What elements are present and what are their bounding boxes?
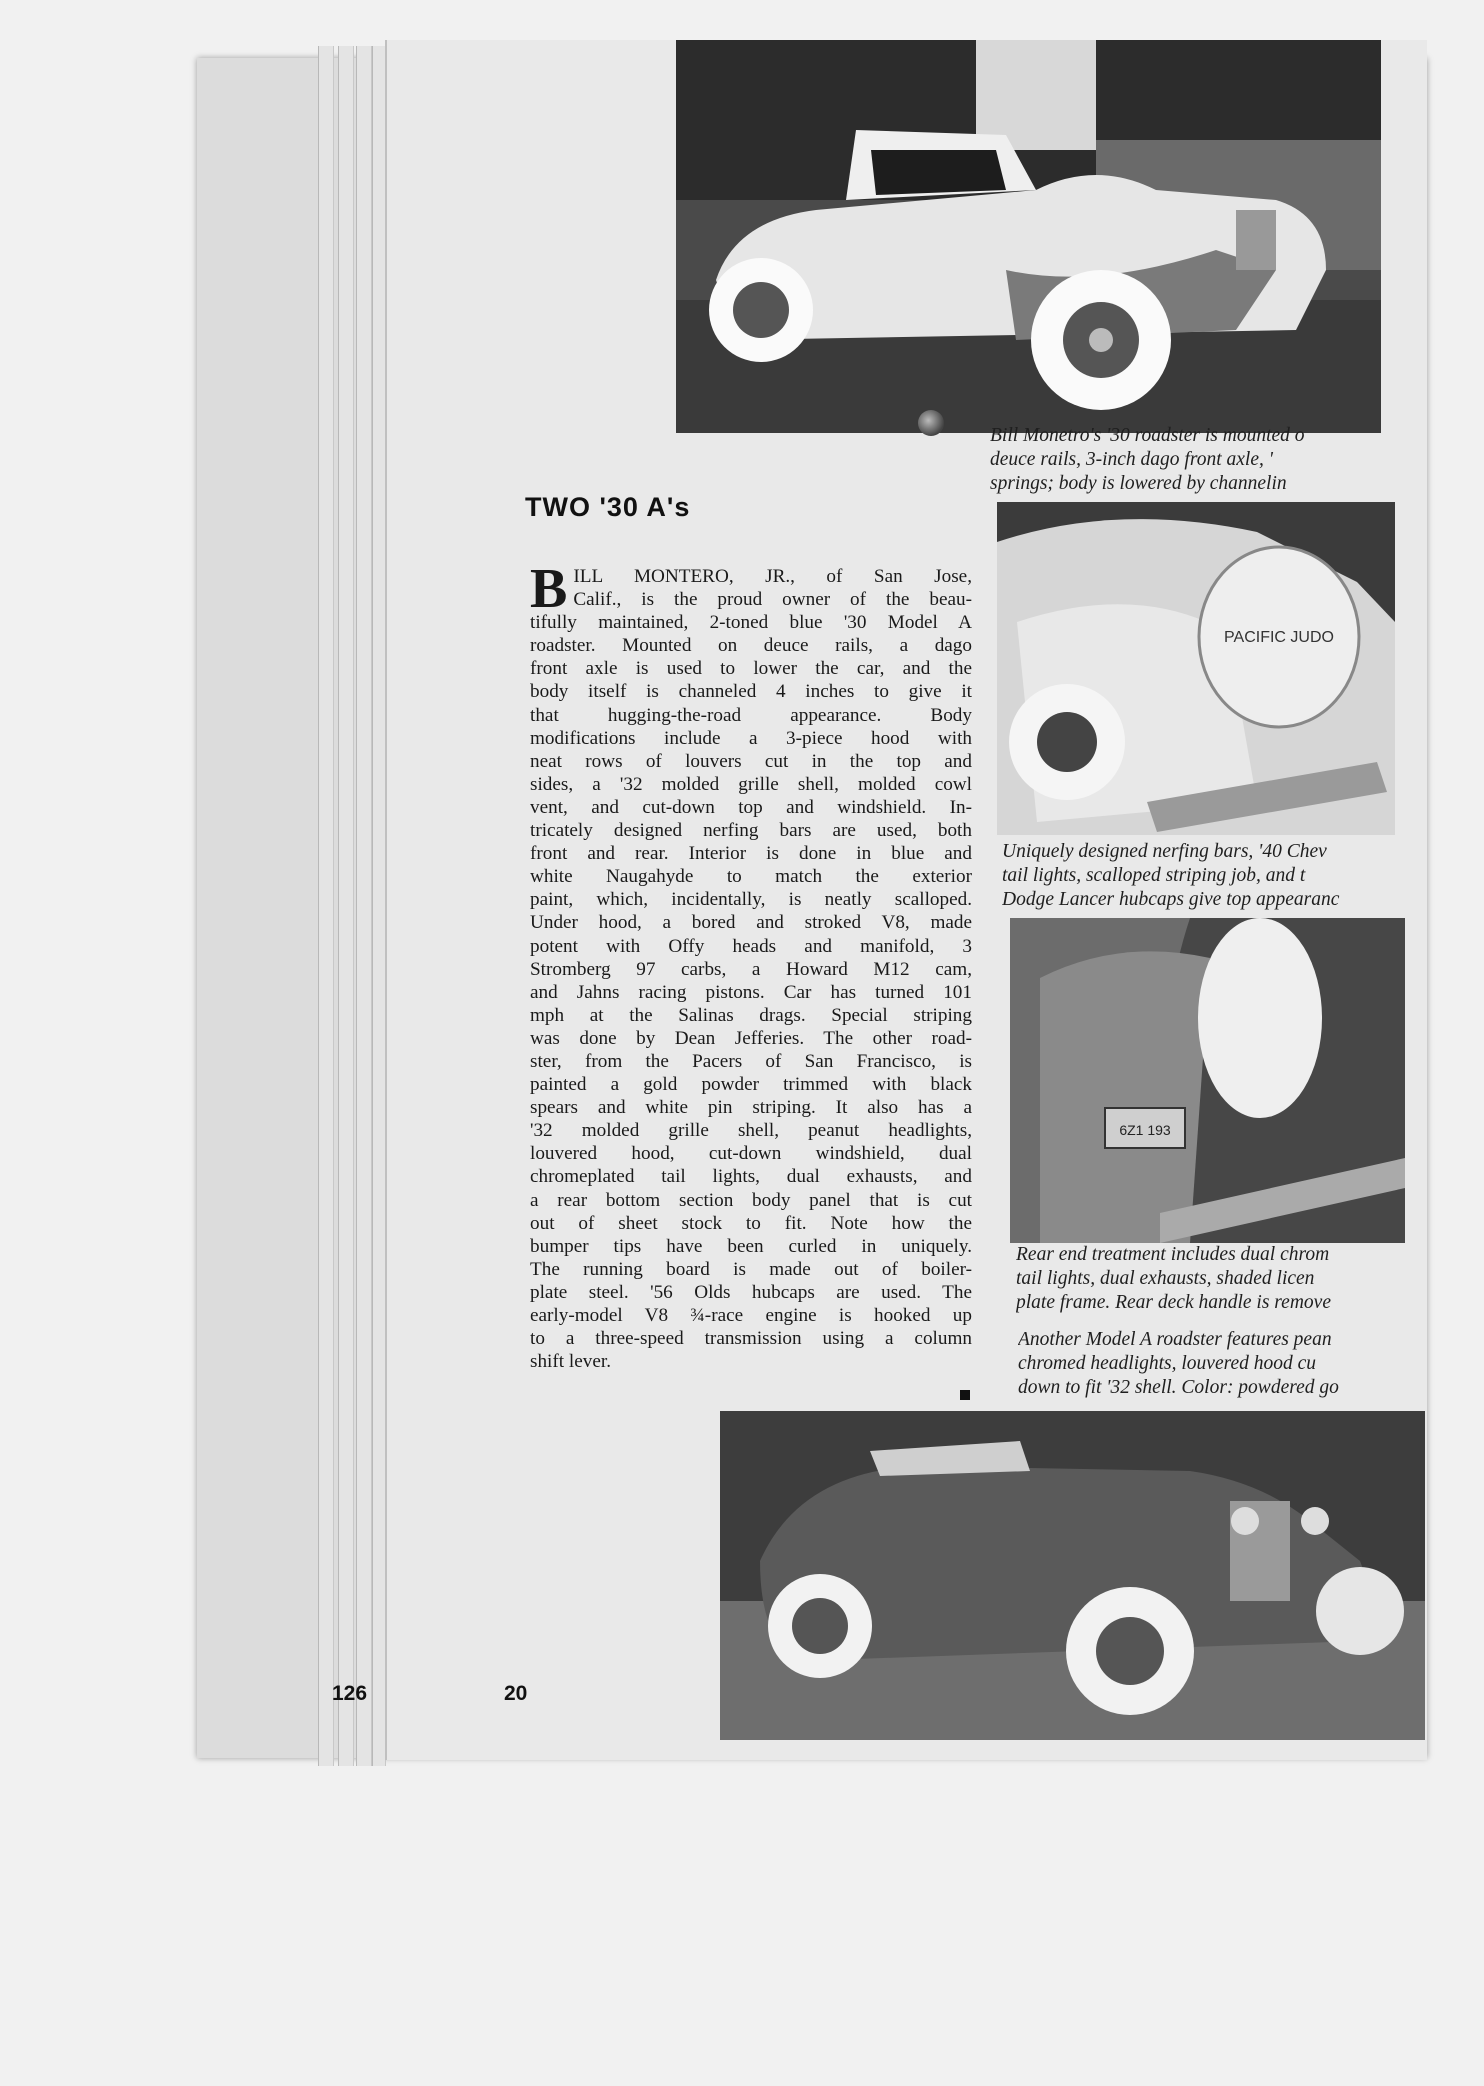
body-line: chromeplated tail lights, dual exhausts, and [530, 1166, 972, 1188]
body-line: potent with Offy heads and manifold, 3 [530, 935, 972, 957]
body-line: painted a gold powder trimmed with black [530, 1074, 972, 1096]
caption-photo3: Rear end treatment includes dual chrom tail lights, dual exhausts, shaded licen plate frame. Rear deck handle is remove [1016, 1244, 1331, 1313]
license-plate-text: 6Z1 193 [1119, 1122, 1171, 1138]
body-line: roadster. Mounted on deuce rails, a dago [530, 635, 972, 657]
body-line: to a three-speed transmission using a column [530, 1328, 972, 1350]
body-line: was done by Dean Jefferies. The other road- [530, 1027, 972, 1049]
photo-rear-spare-tire [997, 502, 1395, 835]
drop-cap: B [530, 558, 568, 620]
article-headline: TWO '30 A's [525, 492, 691, 522]
right-page-number: 20 [504, 1682, 528, 1705]
body-line: front axle is used to lower the car, and the [530, 658, 972, 680]
caption-photo1: Bill Monetro's '30 roadster is mounted o deuce rails, 3-inch dago front axle, ' springs; body is lowered by channelin [990, 425, 1305, 494]
body-line: plate steel. '56 Olds hubcaps are used. The [530, 1281, 972, 1303]
body-line: Under hood, a bored and stroked V8, made [530, 912, 972, 934]
body-line: spears and white pin striping. It also has a [530, 1097, 972, 1119]
body-line: ster, from the Pacers of San Francisco, is [530, 1050, 972, 1072]
thumbtack-icon [918, 410, 944, 436]
body-line: body itself is channeled 4 inches to give it [530, 681, 972, 703]
photo-white-roadster [676, 40, 1381, 433]
body-line: louvered hood, cut-down windshield, dual [530, 1143, 972, 1165]
left-page-number: 126 [332, 1682, 368, 1705]
body-line: '32 molded grille shell, peanut headlights, [530, 1120, 972, 1142]
body-line: shift lever. [530, 1351, 611, 1373]
body-line: that hugging-the-road appearance. Body [530, 704, 972, 726]
body-line: bumper tips have been curled in uniquely. [530, 1235, 972, 1257]
page-edge [338, 46, 354, 1766]
body-line: out of sheet stock to fit. Note how the [530, 1212, 972, 1234]
spare-tire-text: PACIFIC JUDO [1224, 629, 1334, 646]
page-edge [318, 46, 334, 1766]
article-body [530, 558, 972, 1373]
body-line: early-model V8 ¾-race engine is hooked up [530, 1305, 972, 1326]
body-line: a rear bottom section body panel that is cut [530, 1189, 972, 1211]
body-line: Stromberg 97 carbs, a Howard M12 cam, [530, 958, 972, 980]
page-edge [372, 46, 386, 1766]
caption-photo4: Another Model A roadster features pean chromed headlights, louvered hood cu down to fit '32 shell. Color: powdered go [1018, 1329, 1339, 1398]
body-line: vent, and cut-down top and windshield. In- [530, 796, 972, 818]
body-line: ILL MONTERO, JR., of San Jose, [573, 566, 972, 587]
caption-photo2: Uniquely designed nerfing bars, '40 Chev tail lights, scalloped striping job, and t Dodge Lancer hubcaps give top appearanc [1002, 841, 1340, 910]
body-line: Calif., is the proud owner of the beau- [573, 589, 972, 611]
body-line: paint, which, incidentally, is neatly scalloped. [530, 889, 972, 911]
body-line: and Jahns racing pistons. Car has turned 101 [530, 981, 972, 1003]
body-line: The running board is made out of boiler- [530, 1258, 972, 1280]
photo-dark-roadster [720, 1411, 1425, 1740]
page-edge [356, 46, 372, 1766]
body-line: white Naugahyde to match the exterior [530, 866, 972, 888]
body-line: tricately designed nerfing bars are used, both [530, 820, 972, 842]
body-line: neat rows of louvers cut in the top and [530, 750, 972, 772]
body-line: modifications include a 3-piece hood with [530, 727, 972, 749]
body-line: mph at the Salinas drags. Special striping [530, 1004, 972, 1026]
body-line: front and rear. Interior is done in blue and [530, 843, 972, 865]
body-line: sides, a '32 molded grille shell, molded cowl [530, 773, 972, 795]
photo-rear-end-detail [1010, 918, 1405, 1243]
body-line: tifully maintained, 2-toned blue '30 Model A [530, 612, 972, 634]
end-mark [960, 1390, 970, 1400]
